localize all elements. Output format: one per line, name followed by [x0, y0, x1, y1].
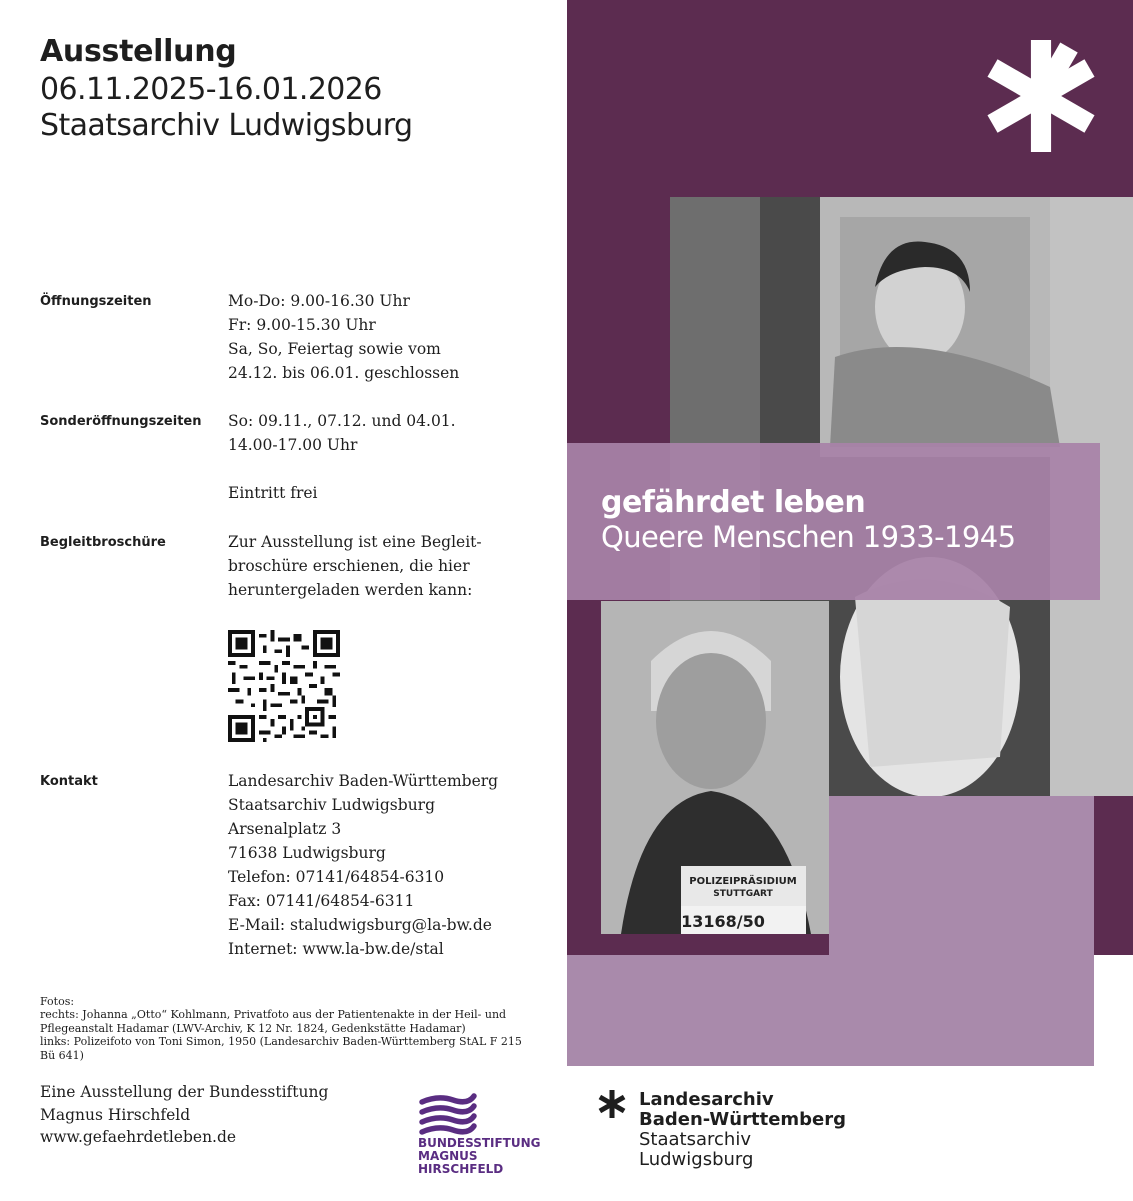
contact-fax: Fax: 07141/64854-6311	[228, 892, 415, 910]
police-sign-line: POLIZEIPRÄSIDIUM	[689, 876, 797, 887]
admission-free: Eintritt frei	[228, 484, 318, 502]
label-oeffnungszeiten: Öffnungszeiten	[40, 294, 152, 309]
police-sign-line: STUTTGART	[713, 889, 773, 899]
label-sonderoeffnungszeiten: Sonderöffnungszeiten	[40, 414, 202, 429]
contact-email[interactable]: E-Mail: staludwigsburg@la-bw.de	[228, 916, 492, 934]
brochure-line: broschüre erschienen, die hier	[228, 557, 470, 575]
brochure-text	[228, 530, 482, 602]
bmh-logo-line: HIRSCHFELD	[418, 1162, 504, 1176]
opening-hours	[228, 289, 459, 385]
brochure-line: Zur Ausstellung ist eine Begleit-	[228, 533, 482, 551]
opening-hours-line: Fr: 9.00-15.30 Uhr	[228, 316, 376, 334]
la-logo-line: Baden-Württemberg	[639, 1109, 847, 1130]
asterisk-logo-icon	[985, 40, 1097, 152]
label-kontakt: Kontakt	[40, 774, 98, 789]
credit-line: links: Polizeifoto von Toni Simon, 1950 (Landesarchiv Baden-Württemberg StAL F 215	[40, 1035, 522, 1049]
opening-hours-line: Sa, So, Feiertag sowie vom	[228, 340, 441, 358]
organizer-website[interactable]: www.gefaehrdetleben.de	[40, 1128, 237, 1146]
exhibition-dates: 06.11.2025-16.01.2026	[40, 72, 382, 107]
label-begleitbroschuere: Begleitbroschüre	[40, 535, 166, 550]
contact-line: Arsenalplatz 3	[228, 820, 342, 838]
credit-line: Bü 641)	[40, 1048, 84, 1062]
organizer-line: Magnus Hirschfeld	[40, 1105, 191, 1124]
contact-line: Staatsarchiv Ludwigsburg	[228, 796, 436, 814]
credit-line: Fotos:	[40, 995, 75, 1008]
special-hours-line: 14.00-17.00 Uhr	[228, 436, 358, 454]
organizer-note	[40, 1081, 328, 1149]
organizer-line: Eine Ausstellung der Bundesstiftung	[40, 1083, 329, 1101]
photo-police-portrait	[601, 601, 829, 934]
exhibition-title: gefährdet leben	[601, 485, 866, 520]
special-hours	[228, 409, 456, 457]
brochure-line: heruntergeladen werden kann:	[228, 581, 473, 599]
contact-line: Landesarchiv Baden-Württemberg	[228, 772, 499, 790]
credit-line: rechts: Johanna „Otto“ Kohlmann, Privatfoto aus der Patientenakte in der Heil- und	[40, 1008, 507, 1022]
opening-hours-line: 24.12. bis 06.01. geschlossen	[228, 364, 460, 382]
bmh-logo-line: MAGNUS	[418, 1149, 478, 1163]
special-hours-line: So: 09.11., 07.12. und 04.01.	[228, 412, 456, 430]
la-logo-line: Staatsarchiv	[639, 1129, 751, 1150]
la-logo-line: Landesarchiv	[639, 1089, 774, 1110]
cover-accent-block	[829, 796, 1094, 1066]
contact-website[interactable]: Internet: www.la-bw.de/stal	[228, 940, 444, 958]
exhibition-subtitle: Queere Menschen 1933-1945	[601, 520, 1016, 554]
contact-block	[228, 769, 498, 961]
qr-code-icon[interactable]	[228, 630, 340, 742]
police-sign-number: 13168/50	[681, 912, 765, 931]
photo-credits	[40, 995, 522, 1062]
exhibition-heading: Ausstellung	[40, 34, 237, 69]
exhibition-venue: Staatsarchiv Ludwigsburg	[40, 108, 413, 143]
bmh-logo-line: BUNDESSTIFTUNG	[418, 1136, 541, 1150]
landesarchiv-logo-text	[639, 1090, 846, 1170]
landesarchiv-asterisk-icon	[598, 1090, 626, 1118]
contact-line: 71638 Ludwigsburg	[228, 844, 386, 862]
opening-hours-line: Mo-Do: 9.00-16.30 Uhr	[228, 292, 410, 310]
credit-line: Pflegeanstalt Hadamar (LWV-Archiv, K 12 Nr. 1824, Gedenkstätte Hadamar)	[40, 1021, 466, 1035]
la-logo-line: Ludwigsburg	[639, 1149, 754, 1170]
contact-phone: Telefon: 07141/64854-6310	[228, 868, 445, 886]
bmh-logo-text	[418, 1137, 541, 1176]
